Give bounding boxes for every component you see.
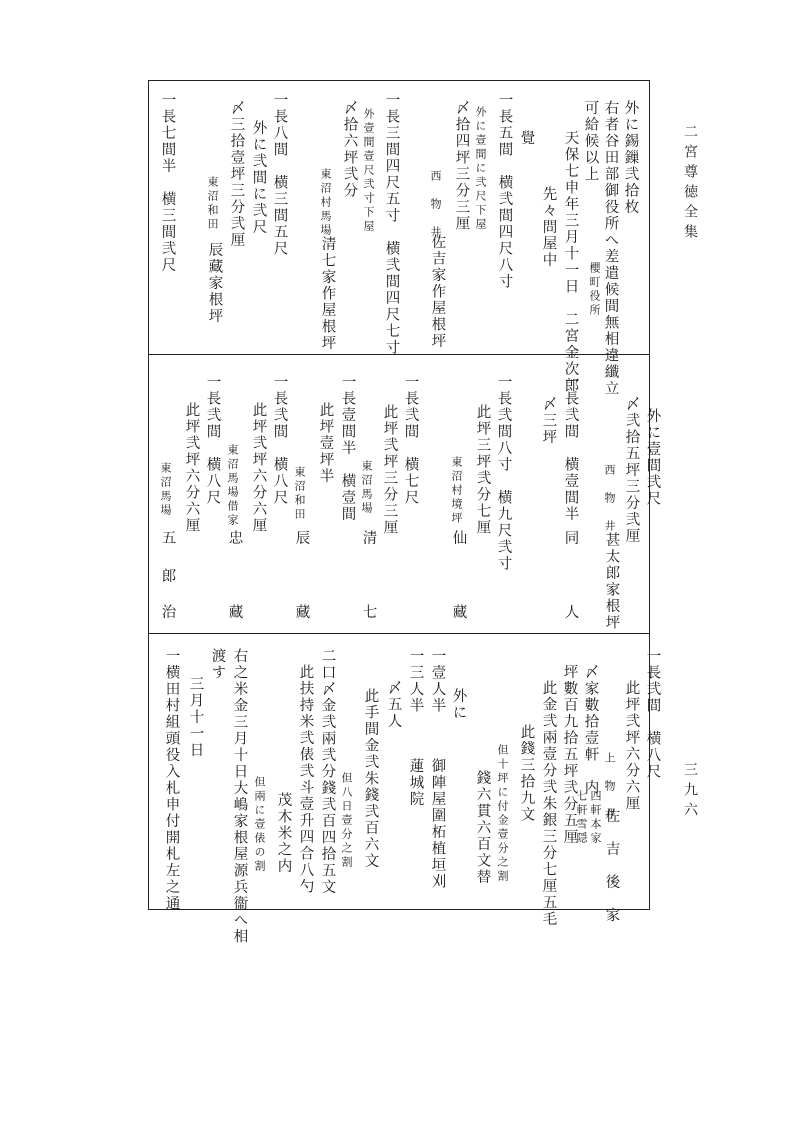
text-column: 覺 [518,130,535,147]
text-column: 郎 [159,568,176,585]
text-column: 此手間金弐朱錢弐百六文 [362,688,379,870]
bottom-panel-divider [148,633,650,634]
text-column: 辰 [293,530,310,547]
text-column: 此坪弐坪六分六厘 [623,680,640,812]
text-column: 東沼和田 [206,176,219,232]
text-column: 人 [562,604,579,621]
text-column: 一長壹間半 横壹間 [339,374,356,523]
text-column: 此扶持米弐俵弐斗壹升四合八勺 [297,664,314,895]
text-column: 一三人半 [407,648,424,714]
text-column: 西 物 井 [429,170,442,240]
text-column: 御陣屋圍柘植垣刈 [429,758,446,890]
text-column: 七 [360,604,377,621]
text-column: 先々問屋中 [540,186,557,269]
text-column: 一長弐間 横八尺 [204,374,221,506]
text-column: 一長三間四尺五寸 横弐間四尺七寸 [383,92,400,356]
text-column: 一長弐間 横八尺 [271,374,288,506]
text-column: 坪數百九拾五坪弐分五厘 [561,664,578,846]
text-column: 〆三拾壹坪三分弐厘 [228,100,245,249]
text-column: 蓮城院 [407,758,424,808]
text-column: 忠 [226,530,243,547]
text-column: 茂木米之内 [275,792,292,875]
text-column: 東沼村境坪 [450,456,463,526]
text-column: 此坪弐坪六分六厘 [183,402,200,534]
text-column: 一壹人半 [429,648,446,714]
text-column: 藏 [293,604,310,621]
text-column: 〆拾四坪三分三厘 [453,100,470,232]
text-column: 上 物 井 [603,752,616,822]
text-column: 治 [159,604,176,621]
text-column: 但十坪に付金壹分之割 [496,744,509,884]
text-column: 右之米金三月十日大嶋家根屋源兵衞へ相 [231,648,248,945]
text-column: 二口〆金弐兩弐分錢弐百四拾五文 [319,648,336,896]
text-column: 但八日壹分之割 [340,772,353,870]
text-column: 藏 [450,604,467,621]
text-column: 外に錫鏁弐拾枚 [622,100,639,216]
text-column: 此坪三坪弐分七厘 [474,404,491,536]
text-column: 外に弐間に弐尺 [250,120,267,236]
text-column: 外に壹間弐尺 [644,408,661,507]
text-column: 〆弐拾五坪三分弐厘 [623,396,640,545]
text-column: 一長弐間 横壹間半 [562,374,579,523]
page-number-header: 三九六 [682,762,698,822]
text-column: 仙 [450,530,467,547]
text-column: 錢六貫六百文替 [474,770,491,886]
text-column: 佐 吉 後 家 [603,808,620,924]
text-column: 〆三坪 [540,396,557,446]
text-column: 〆家數拾壹軒 内 [582,664,599,796]
text-column: 〆拾六坪弐分 [341,100,358,199]
text-column: 天保七申年三月十一日 二宮金次郎 [562,130,579,394]
text-column: 東沼馬場借家 [226,444,239,528]
text-column: 辰藏家根坪 [206,242,223,325]
text-column: 一長七間半 横三間弐尺 [159,92,176,274]
text-column: 外に壹間に弐尺下屋 [474,106,487,232]
text-column: 甚太郎家根坪 [603,532,620,631]
text-column: 一長弐間 横八尺 [644,648,661,780]
text-column: 本家 [589,818,602,846]
book-title-header: 二宮尊徳全集 [682,124,698,244]
text-column: 外に [450,688,467,721]
text-column: 此錢三拾九文 [518,724,535,823]
text-column: 東沼馬場 [360,460,373,516]
text-column: 渡す [209,648,226,681]
text-column: 清 [360,530,377,547]
text-column: 東沼和田 [293,466,306,522]
text-column: 此坪弐坪三分三厘 [381,404,398,536]
text-column: 一長弐間八寸 横九尺弐寸 [495,374,512,572]
text-column: 右者谷田部御役所へ差遣候間無相違纖立 [602,100,619,397]
text-column: 一横田村組頭役入札申付開札左之通 [163,648,180,912]
text-column: 〆五人 [385,680,402,730]
text-column: 外壹間壹尺弐寸下屋 [362,108,375,234]
text-column: 東沼村馬場 [319,168,332,238]
text-column: 三月十一日 [187,676,204,759]
text-column: 一長弐間 横七尺 [402,374,419,506]
text-column: 此坪弐坪六分六厘 [250,402,267,534]
text-column: 此坪壹坪半 [317,402,334,485]
text-column: 櫻町役所 [588,262,601,318]
text-column: 五 [159,530,176,547]
text-column: 東沼馬場 [159,462,172,518]
text-column: 清七家作屋根坪 [319,236,336,352]
text-column: 一長八間 横三間五尺 [271,92,288,257]
text-column: 可給候以上 [582,100,599,183]
text-column: 佐吉家作屋根坪 [429,234,446,350]
text-column: 四軒 [589,790,602,818]
text-column: 一長五間 横弐間四尺八寸 [496,92,513,290]
text-column: 七軒 [575,790,588,818]
text-column: 此金弐兩壹分弐朱銀三分七厘五毛 [540,680,557,928]
text-column: 西 物 井 [603,464,616,534]
text-column: 同 [562,530,579,547]
text-column: 藏 [226,604,243,621]
text-column: 雪隠 [575,818,588,846]
text-column: 但兩に壹俵の割 [253,776,266,874]
